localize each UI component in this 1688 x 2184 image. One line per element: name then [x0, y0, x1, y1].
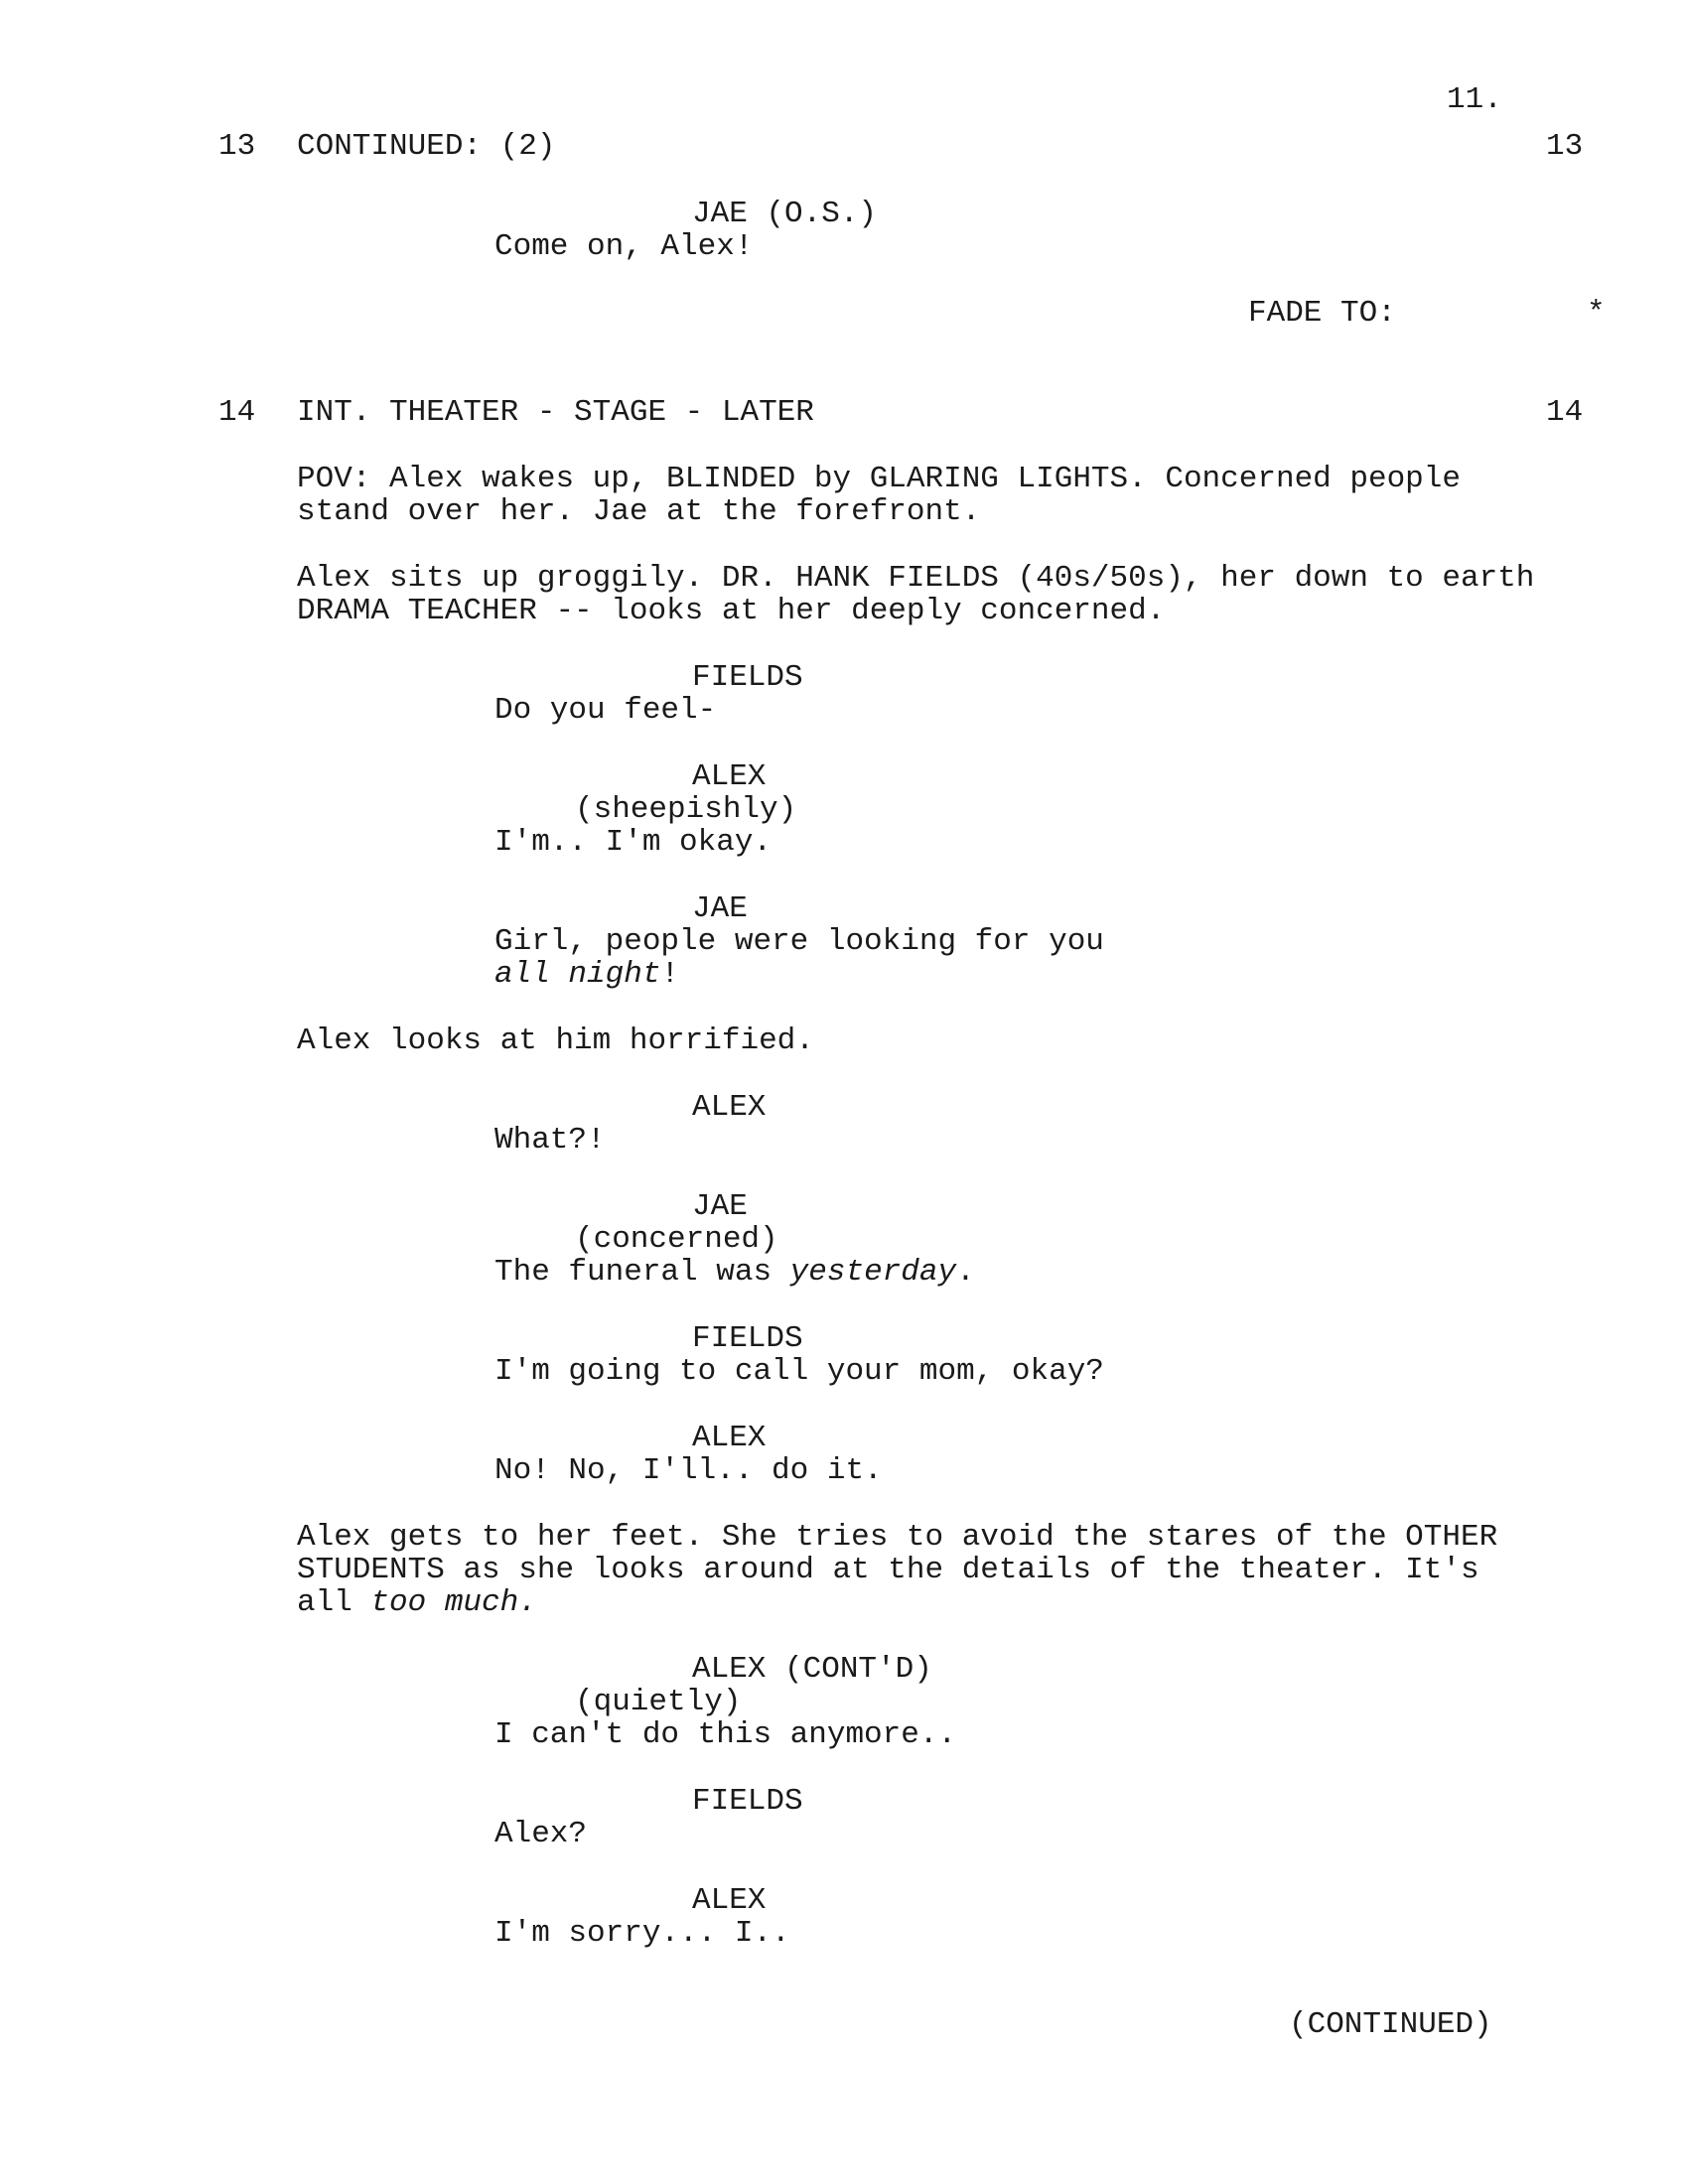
character-name: JAE (O.S.): [692, 197, 878, 231]
dialogue-punctuation: .: [956, 1255, 975, 1290]
dialogue: I'm.. I'm okay.: [494, 825, 773, 860]
scene-number-left: 14: [218, 395, 256, 430]
dialogue-emphasis: all night: [494, 957, 661, 992]
transition: FADE TO:: [1248, 296, 1396, 331]
character-name: ALEX: [692, 1883, 767, 1918]
dialogue: I'm going to call your mom, okay?: [494, 1354, 1104, 1389]
action-paragraph: POV: Alex wakes up, BLINDED by GLARING LIGHTS. Concerned people stand over her. Jae at the forefront.: [297, 462, 1461, 529]
dialogue: I'm sorry... I..: [494, 1916, 790, 1951]
character-name: ALEX: [692, 759, 767, 794]
action-text: Alex gets to her feet. She tries to avoid the stares of the OTHER STUDENTS as she looks around at the details of the theater. It's all: [297, 1520, 1498, 1620]
character-name: FIELDS: [692, 660, 803, 695]
scene-number-right: 13: [1546, 129, 1584, 164]
character-name: ALEX (CONT'D): [692, 1652, 932, 1687]
character-name: JAE: [692, 1189, 748, 1224]
scene-number-right: 14: [1546, 395, 1584, 430]
dialogue: No! No, I'll.. do it.: [494, 1453, 883, 1488]
action-emphasis: too much.: [370, 1585, 537, 1620]
parenthetical: (sheepishly): [575, 792, 797, 827]
dialogue-line: The funeral was: [494, 1255, 790, 1290]
revision-mark: *: [1587, 296, 1606, 331]
action-paragraph: Alex looks at him horrified.: [297, 1024, 814, 1058]
dialogue: Alex?: [494, 1817, 588, 1851]
dialogue-punctuation: !: [660, 957, 680, 992]
parenthetical: (concerned): [575, 1222, 778, 1257]
action-paragraph: Alex sits up groggily. DR. HANK FIELDS (40s/50s), her down to earth DRAMA TEACHER -- looks at her deeply concerned.: [297, 561, 1535, 628]
action-paragraph: [297, 1521, 1548, 1619]
continued-heading: CONTINUED: (2): [297, 129, 556, 164]
dialogue-line: Girl, people were looking for you: [494, 924, 1104, 959]
page-number: 11.: [1447, 82, 1502, 117]
dialogue: Come on, Alex!: [494, 229, 754, 264]
dialogue: What?!: [494, 1123, 606, 1158]
dialogue: [494, 1256, 1190, 1289]
character-name: ALEX: [692, 1090, 767, 1125]
dialogue: [494, 925, 1190, 991]
scene-number-left: 13: [218, 129, 256, 164]
scene-heading: INT. THEATER - STAGE - LATER: [297, 395, 814, 430]
dialogue-emphasis: yesterday: [789, 1255, 957, 1290]
parenthetical: (quietly): [575, 1685, 742, 1719]
continued-footer: (CONTINUED): [1289, 2007, 1492, 2042]
dialogue: I can't do this anymore..: [494, 1717, 957, 1752]
character-name: FIELDS: [692, 1321, 803, 1356]
character-name: FIELDS: [692, 1784, 803, 1819]
character-name: JAE: [692, 891, 748, 926]
character-name: ALEX: [692, 1421, 767, 1455]
dialogue: Do you feel-: [494, 693, 717, 728]
